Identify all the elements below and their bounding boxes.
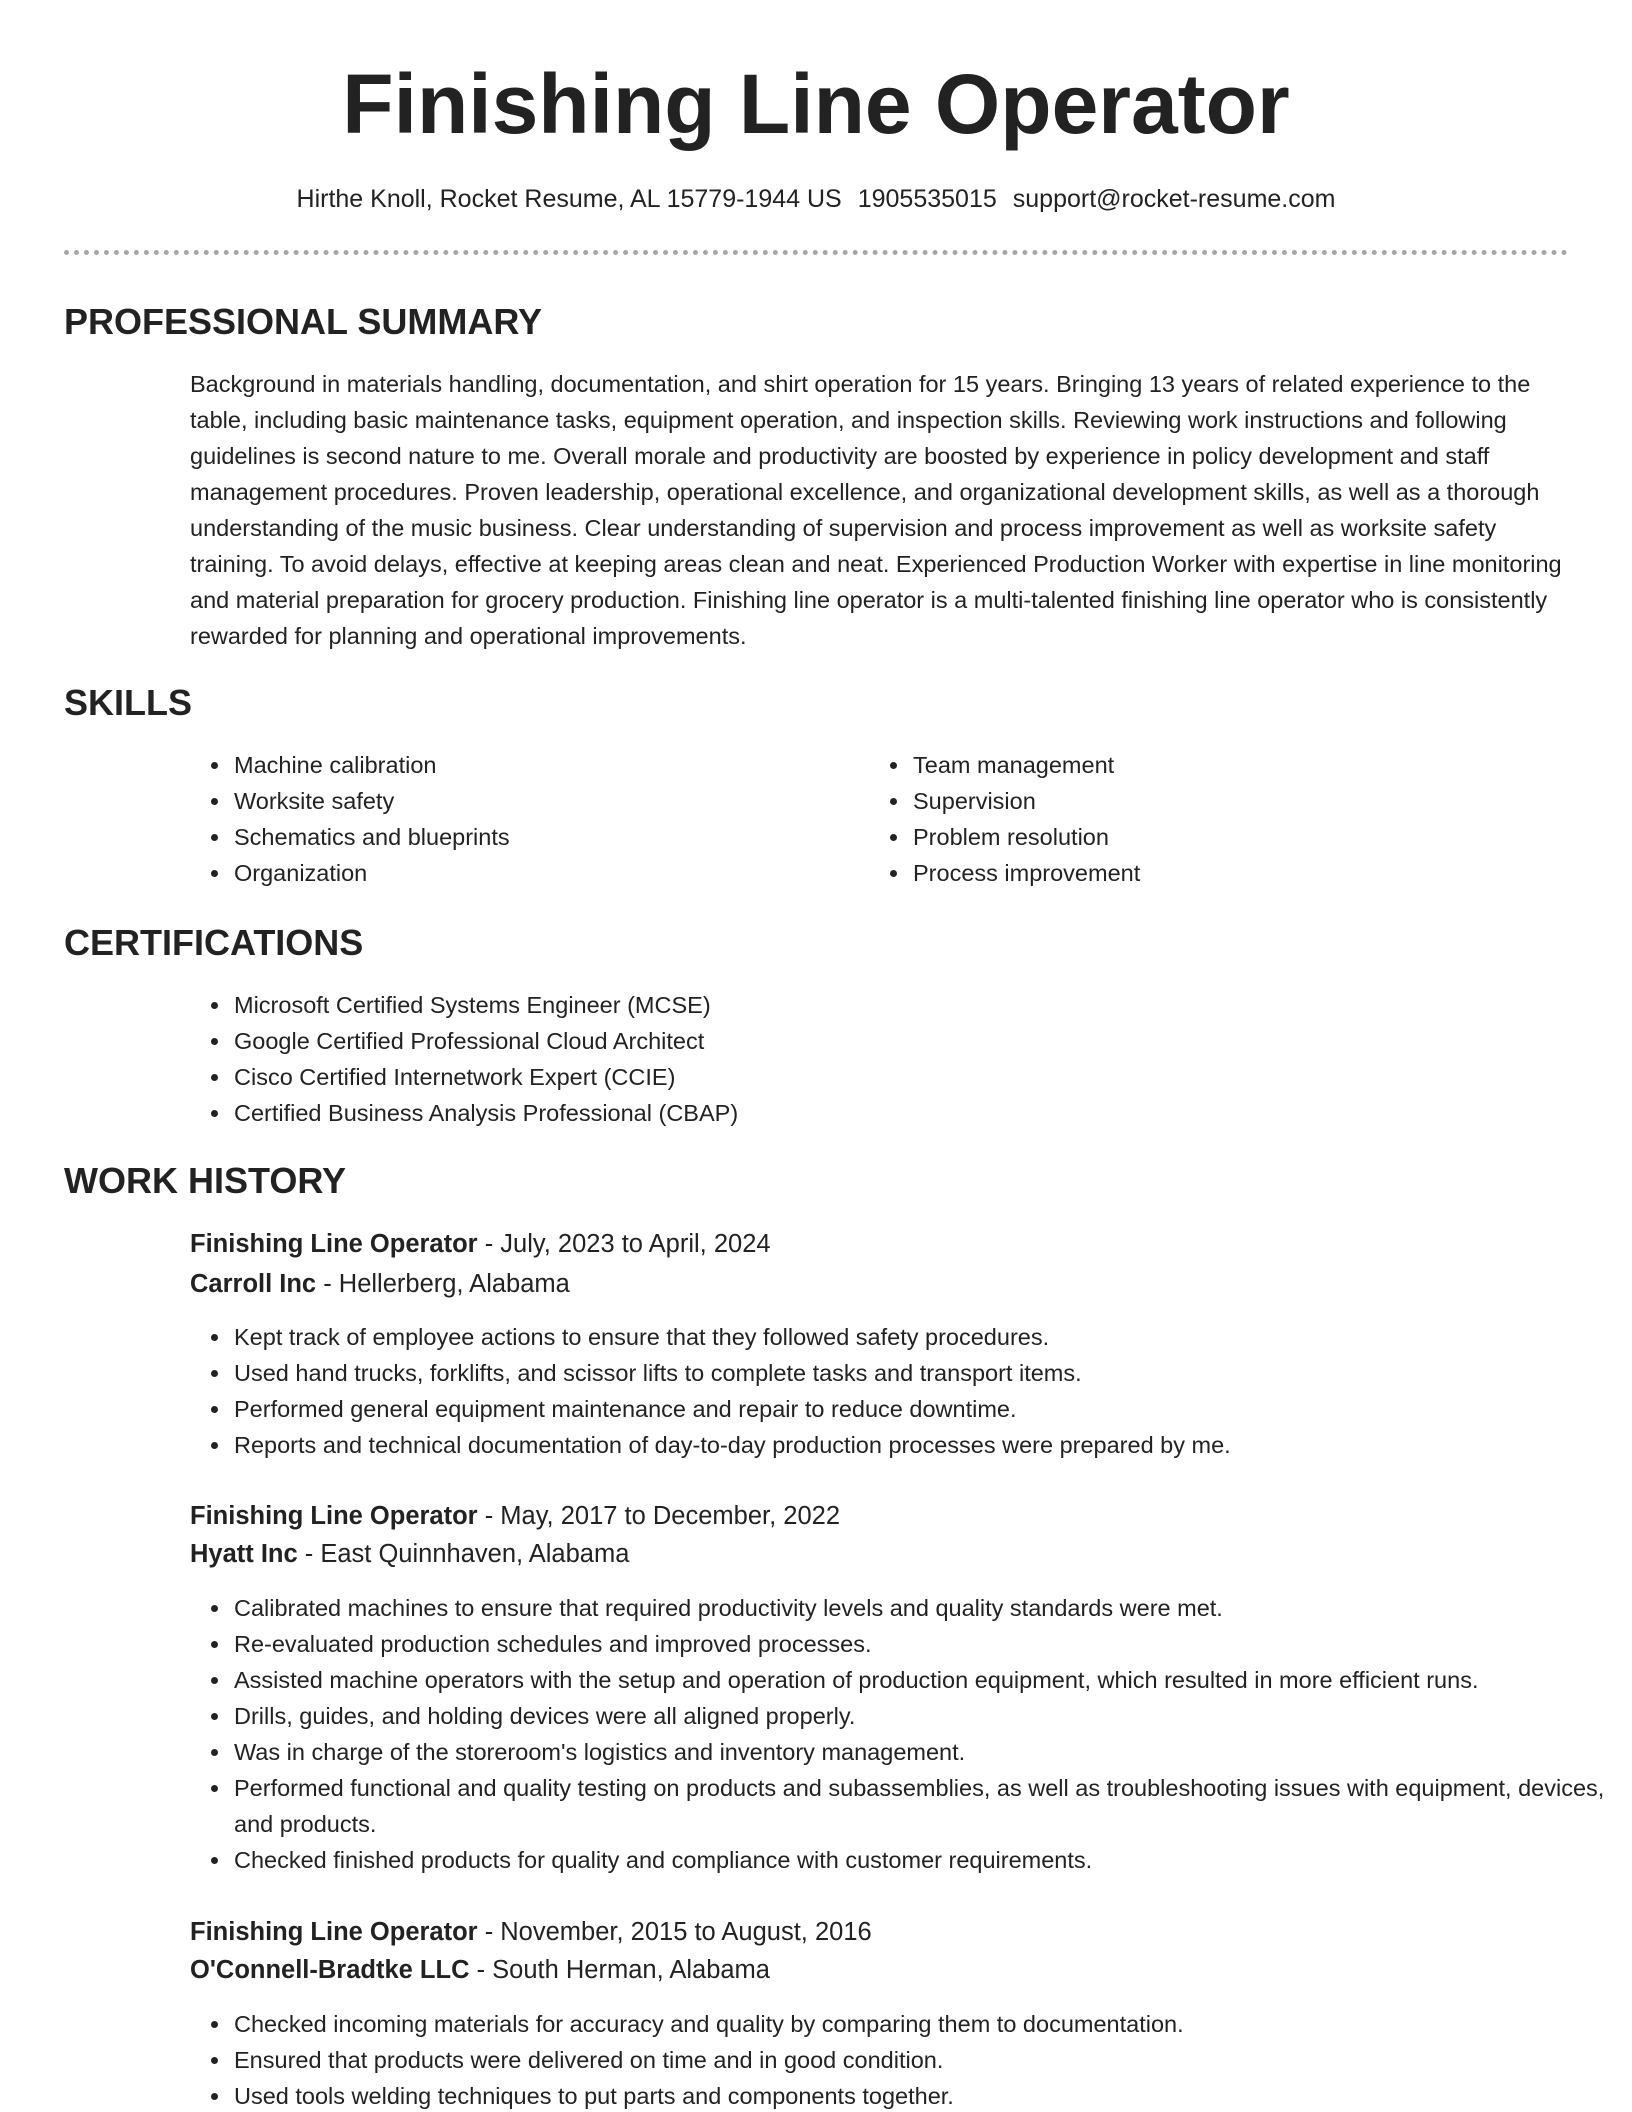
- company-location: - Hellerberg, Alabama: [316, 1270, 570, 1298]
- certification-item: • Certified Business Analysis Professional (CBAP): [232, 1095, 1612, 1131]
- job-dates: - July, 2023 to April, 2024: [477, 1230, 771, 1258]
- candidate-name: Finishing Line Operator: [342, 57, 1290, 151]
- job-company-line: [190, 1952, 770, 1988]
- job-bullets: [190, 1319, 1622, 1463]
- skill-item: • Supervision: [911, 783, 1531, 819]
- job-bullet: • Performed general equipment maintenance and repair to reduce downtime.: [232, 1391, 1622, 1427]
- job-title: Finishing Line Operator: [190, 1230, 478, 1258]
- job-bullet: • Kept track of employee actions to ensure that they followed safety procedures.: [232, 1319, 1622, 1355]
- section-title-work-history: WORK HISTORY: [64, 1160, 347, 1201]
- job-bullet: • Checked incoming materials for accuracy and quality by comparing them to documentation.: [232, 2006, 1622, 2042]
- section-title-summary: PROFESSIONAL SUMMARY: [64, 301, 543, 342]
- skill-item: • Team management: [911, 747, 1531, 783]
- company-location: - East Quinnhaven, Alabama: [297, 1540, 630, 1568]
- skills-list-right: [869, 747, 1531, 891]
- company-location: - South Herman, Alabama: [469, 1956, 770, 1984]
- skill-item: • Process improvement: [911, 855, 1531, 891]
- section-title-skills: SKILLS: [64, 682, 193, 723]
- skill-item: • Schematics and blueprints: [232, 819, 852, 855]
- job-company-line: [190, 1536, 629, 1572]
- company-name: Carroll Inc: [190, 1270, 317, 1298]
- job-dates: - November, 2015 to August, 2016: [477, 1918, 872, 1946]
- skills-list-left: [190, 747, 852, 891]
- email: support@rocket-resume.com: [1012, 185, 1336, 213]
- section-title-certifications: CERTIFICATIONS: [64, 922, 364, 963]
- skill-item: • Organization: [232, 855, 852, 891]
- job-bullet: • Calibrated machines to ensure that required productivity levels and quality standards were met.: [232, 1590, 1622, 1626]
- job-title-line: [190, 1498, 840, 1534]
- contact-line: [0, 182, 1632, 216]
- job-bullet: • Reports and technical documentation of day-to-day production processes were prepared by me.: [232, 1427, 1622, 1463]
- company-name: Hyatt Inc: [190, 1540, 298, 1568]
- job-bullet: • Assisted machine operators with the setup and operation of production equipment, which resulted in more efficient runs.: [232, 1662, 1622, 1698]
- job-bullet: • Was in charge of the storeroom's logistics and inventory management.: [232, 1734, 1622, 1770]
- certification-item: • Cisco Certified Internetwork Expert (CCIE): [232, 1059, 1612, 1095]
- address: Hirthe Knoll, Rocket Resume, AL 15779-1944 US: [296, 185, 842, 213]
- company-name: O'Connell-Bradtke LLC: [190, 1956, 470, 1984]
- job-bullet: • Drills, guides, and holding devices were all aligned properly.: [232, 1698, 1622, 1734]
- certification-item: • Google Certified Professional Cloud Architect: [232, 1023, 1612, 1059]
- summary-text: Background in materials handling, documentation, and shirt operation for 15 years. Bringing 13 years of related experience to the table, including basic maintenance tasks, equipment operation, and inspection skills. Reviewing work instructions and following guidelines is second nature to me. Overall morale and productivity are boosted by experience in policy development and staff management procedures. Proven leadership, operational excellence, and organizational development skills, as well as a thorough understanding of the music business. Clear understanding of supervision and process improvement as well as worksite safety training. To avoid delays, effective at keeping areas clean and neat. Experienced Production Worker with expertise in line monitoring and material preparation for grocery production. Finishing line operator is a multi-talented finishing line operator who is consistently rewarded for planning and operational improvements.: [190, 371, 1562, 649]
- certification-item: • Microsoft Certified Systems Engineer (MCSE): [232, 987, 1612, 1023]
- job-bullet: • Ensured that products were delivered on time and in good condition.: [232, 2042, 1622, 2078]
- job-dates: - May, 2017 to December, 2022: [477, 1502, 841, 1530]
- skill-item: • Problem resolution: [911, 819, 1531, 855]
- job-bullets: [190, 1590, 1622, 1878]
- job-bullet: • Checked finished products for quality and compliance with customer requirements.: [232, 1842, 1622, 1878]
- job-bullet: • Performed functional and quality testing on products and subassemblies, as well as troubleshooting issues with equipment, devices, and products.: [232, 1770, 1622, 1842]
- job-bullets: [190, 2006, 1622, 2112]
- job-bullet: • Re-evaluated production schedules and improved processes.: [232, 1626, 1622, 1662]
- skill-item: • Worksite safety: [232, 783, 852, 819]
- skill-item: • Machine calibration: [232, 747, 852, 783]
- job-title: Finishing Line Operator: [190, 1918, 478, 1946]
- certifications-list: [190, 987, 1612, 1131]
- job-company-line: [190, 1266, 570, 1302]
- phone: 1905535015: [857, 185, 997, 213]
- job-title: Finishing Line Operator: [190, 1502, 478, 1530]
- job-title-line: [190, 1226, 771, 1262]
- job-bullet: • Used tools welding techniques to put parts and components together.: [232, 2078, 1622, 2112]
- job-bullet: • Used hand trucks, forklifts, and scissor lifts to complete tasks and transport items.: [232, 1355, 1622, 1391]
- job-title-line: [190, 1914, 872, 1950]
- header-divider: [64, 250, 1568, 255]
